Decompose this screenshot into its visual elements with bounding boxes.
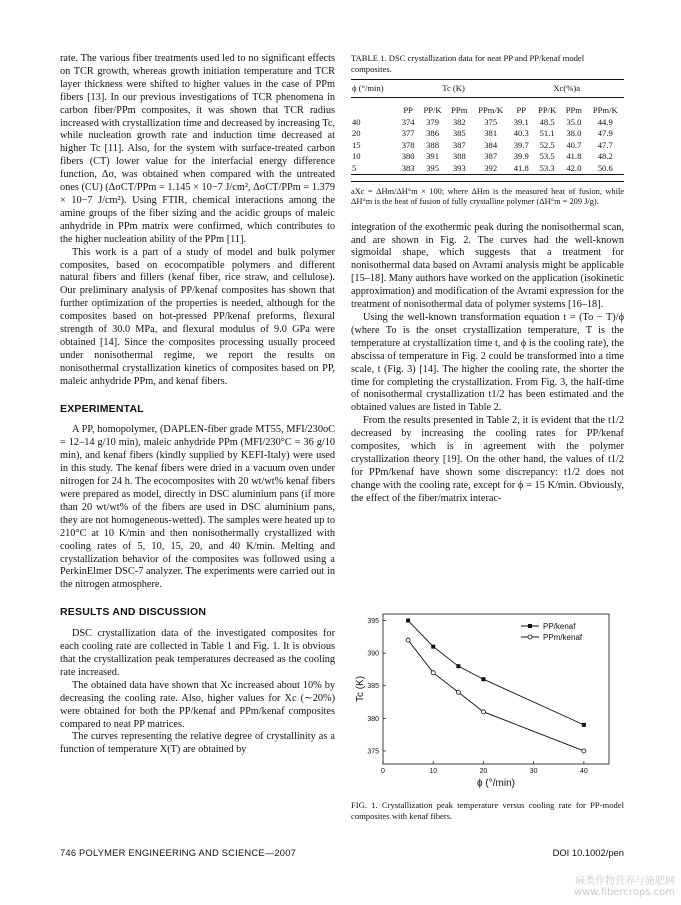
table-cell: 386 (426, 128, 439, 139)
table-cell: 39.1 (513, 117, 529, 127)
sub-header: PP (403, 104, 413, 115)
data-point (582, 723, 586, 727)
data-point (582, 749, 586, 753)
paragraph: The obtained data have shown that Xc increased about 10% by decreasing the cooling rate. Also, higher values for Xc (∼20%) were obtained for both the PP/kenaf and PPm/kenaf composites compared to neat PP matrices. (60, 679, 335, 730)
table-cell: 35.0 (566, 117, 582, 127)
sub-header: PP/K (423, 104, 442, 115)
data-point (456, 690, 460, 694)
table-cell: 52.5 (539, 139, 555, 150)
table-cell: 384 (484, 139, 498, 150)
legend-marker (528, 635, 532, 639)
table-cell: 388 (452, 151, 466, 162)
tc-vs-cooling-rate-chart (351, 606, 624, 798)
table-cell: 374 (401, 117, 415, 127)
dsc-table (351, 79, 624, 175)
table-cell: 375 (484, 117, 498, 127)
paragraph: A PP, homopolymer, (DAPLEN-fiber grade MT55, MFI/230oC = 12–14 g/10 min), maleic anhydride PPm (MFI/230°C = 36 g/10 min), and kenaf fibers (kindly supplied by KEFI-Italy) were used in this study. The kenaf fibers were dried in a vacuum oven under nitrogen for 24 h. The ecocomposites with 20 wt/wt% kenaf fibers were prepared as model, directly in DSC aluminium pans (if more than 20 wt/wt% of the fibers are used in DSC aluminium pans, they are not homogeneous-wetted). The samples were heated up to 210°C at 10 K/min and then nonisothermally crystallized with cooling rates of 5, 10, 15, 20, and 40 K/min. Melting and crystallization behavior of the composites was followed using a PerkinElmer DSC-7 analyzer. The experiments were carried out in the nitrogen atmosphere. (60, 424, 335, 591)
table-cell: 51.1 (539, 128, 555, 139)
left-column (60, 53, 335, 757)
table-row (351, 151, 624, 162)
sub-header: PP (516, 104, 526, 115)
y-tick-label: 385 (367, 683, 379, 691)
table-cell-phi: 15 (352, 139, 361, 150)
footer-journal: 746 POLYMER ENGINEERING AND SCIENCE—2007 (60, 847, 297, 858)
table-cell: 48.2 (597, 151, 613, 162)
table-cell: 379 (426, 117, 439, 127)
watermark (574, 872, 675, 898)
table-cell: 378 (401, 139, 415, 150)
y-axis-label: Tc (K) (355, 675, 366, 703)
data-point (481, 710, 485, 714)
table-cell: 393 (452, 162, 466, 173)
table-cell: 382 (452, 117, 466, 127)
footer-doi: DOI 10.1002/pen (552, 847, 624, 858)
y-tick-label: 380 (367, 715, 379, 723)
table-cell: 42.0 (566, 162, 582, 173)
table-cell: 381 (484, 128, 498, 139)
table-cell-phi: 20 (352, 128, 361, 139)
sub-header: PPm (565, 104, 582, 115)
x-tick-label: 10 (429, 768, 438, 775)
figure-caption: FIG. 1. Crystallization peak temperature versus cooling rate for PP-model composites with kenaf fibers. (351, 800, 624, 821)
table-cell-phi: 10 (352, 151, 361, 162)
table-cell-phi: 5 (352, 162, 357, 173)
table-cell: 395 (426, 162, 439, 173)
y-tick-label: 375 (367, 748, 379, 756)
paragraph: This work is a part of a study of model and bulk polymer composites, based on ecocompatible polymers and different natural fibers and fillers (kenaf fiber, rice straw, and cellulose). Our preliminary analysis of PP/kenaf composites has shown that further optimization of the properties is needed, although for the composites based on hot-pressed PP/kenaf preforms, flexural strength of 30.0 MPa, and flexural modulus of 9.0 GPa were obtained [14]. Since the composites processing usually proceed under nonisothermal regime, we report the results on nonisothermal crystallization kinetics of composites based on PP, maleic anhydride PPm, and kenaf fibers. (60, 246, 335, 387)
table-row (351, 117, 624, 128)
col-header-phi: ϕ (°/min) (352, 83, 384, 94)
x-tick-label: 20 (479, 768, 488, 775)
table-cell: 44.9 (597, 117, 613, 127)
data-point (481, 677, 485, 681)
table-cell: 47.9 (597, 128, 613, 139)
data-point (456, 664, 460, 668)
table-cell: 387 (484, 151, 498, 162)
table-row (351, 128, 624, 139)
sub-header: PPm (451, 104, 468, 115)
table-cell: 391 (426, 151, 439, 162)
table-cell-phi: 40 (352, 117, 361, 127)
figure-1 (351, 606, 624, 806)
x-axis-label: ϕ (°/min) (477, 778, 515, 789)
watermark-line: 麻类作物营养与施肥网 (575, 876, 675, 887)
section-heading-results: RESULTS AND DISCUSSION (60, 606, 207, 619)
table-cell: 388 (426, 139, 439, 150)
col-header-tc: Tc (K) (442, 83, 465, 94)
series-line (408, 640, 584, 751)
table-cell: 39.9 (513, 151, 529, 162)
sub-header: PPm/K (478, 104, 504, 115)
sub-header: PP/K (538, 104, 557, 115)
table-cell: 40.7 (566, 139, 582, 150)
table-cell: 50.6 (597, 162, 613, 173)
paragraph: DSC crystallization data of the investigated composites for each cooling rate are collected in Table 1 and Fig. 1. It is obvious that the crystallization peak temperatures decreased as the cooling rate increased. (60, 628, 335, 678)
paragraph: Using the well-known transformation equation t = (To − T)/ϕ (where To is the onset crystallization temperature, T is the temperature at crystallization time t, and ϕ is the cooling rate), the abscissa of temperature in Fig. 2 could be transformed into a time scale, t (Fig. 3) [14]. The higher the cooling rate, the shorter the time for completing the crystallization. From Fig. 3, the half-time of nonisothermal crystallization t1/2 has been estimated and the obtained values are listed in Table 2. (351, 311, 624, 414)
data-point (406, 638, 410, 642)
watermark-line: www.fibercrops.com (573, 887, 675, 898)
x-tick-label: 0 (381, 768, 385, 775)
section-heading-experimental: EXPERIMENTAL (60, 402, 144, 415)
paragraph: The curves representing the relative degree of crystallinity as a function of temperature X(T) are obtained by (60, 731, 335, 756)
table-caption: TABLE 1. DSC crystallization data for neat PP and PP/kenaf model composites. (351, 53, 585, 74)
data-point (406, 619, 410, 623)
table-cell: 47.7 (597, 139, 613, 150)
paragraph: From the results presented in Table 2, it is evident that the t1/2 decreased by increasing the cooling rates for PP/kenaf composites, which is in agreement with the polymer crystallization theory [19]. On the other hand, the values of t1/2 for PPm/kenaf have shown some discrepancy: t1/2 does not change with the cooling rate, except for ϕ = 15 K/min. Obviously, the effect of the fiber/matrix interac- (351, 415, 624, 504)
table-cell: 387 (452, 139, 466, 150)
legend-label: PP/kenaf (543, 622, 576, 631)
table-row (351, 163, 624, 175)
x-tick-label: 30 (529, 768, 538, 775)
table-cell: 48.5 (539, 117, 555, 127)
table-cell: 41.8 (566, 151, 582, 162)
table-body (351, 117, 624, 175)
table-cell: 53.3 (539, 162, 555, 173)
table-row (351, 140, 624, 151)
paragraph: integration of the exothermic peak during the nonisothermal scan, and are shown in Fig. 2. The curves had the well-known sigmoidal shape, which suggests that a treatment for nonisothermal data based on Avrami analysis might be applicable [15–18]. Many authors have worked on the application (isokinetic approximation) and modification of the Avrami expression for the treatment of nonisothermal data of polymer systems [16–18]. (351, 221, 624, 311)
x-tick-label: 40 (579, 768, 588, 775)
table-cell: 383 (401, 162, 415, 173)
data-point (431, 645, 435, 649)
y-tick-label: 390 (367, 650, 379, 658)
legend-marker (528, 624, 532, 628)
table-cell: 41.8 (513, 162, 529, 173)
table-cell: 380 (401, 151, 415, 162)
table-cell: 40.3 (513, 128, 529, 139)
table-footnote: aXc = ΔHm/ΔH°m × 100; where ΔHm is the measured heat of fusion, while ΔH°m is the heat of fusion of fully crystalline polymer (ΔH°m = 209 J/g). (351, 181, 624, 208)
table-cell: 377 (401, 128, 415, 139)
data-point (431, 671, 435, 675)
table-cell: 53.5 (539, 151, 555, 162)
right-column (351, 53, 624, 506)
sub-header: PPm/K (592, 104, 618, 115)
table-cell: 392 (484, 162, 498, 173)
col-header-xc: Xc(%)a (553, 83, 581, 94)
y-tick-label: 395 (367, 618, 379, 626)
legend-label: PPm/kenaf (543, 633, 583, 642)
paragraph: rate. The various fiber treatments used led to no significant effects on TCR growth, whereas growth initiation temperature and TCR layer thickness were shifted to higher values in the case of PPm fibers [13]. In our previous investigations of TCR phenomena in carbon fiber/PPm composites, it was shown that TCR radius increased with crystallization time and decreased by increasing Tc, while nucleation growth rate and induction time decreased at higher Tc [11]. Also, for the system with surface-treated carbon fibers (CT) lower value for the interfacial energy difference function, Δσ, was obtained when compared with the untreated ones (CU) (ΔσCT/PPm = 1.145 × 10−7 J/cm², ΔσCT/PPm = 1.379 × 10−7 J/cm²). Using FTIR, chemical interactions among the amine groups of the fiber sizing and the acidic groups of maleic anhydride in PPm matrix were confirmed, which contributes to the higher nucleation ability of the PPm [11]. (60, 53, 335, 245)
table-cell: 385 (452, 128, 466, 139)
table-cell: 39.7 (513, 139, 529, 150)
table-cell: 38.0 (566, 128, 582, 139)
